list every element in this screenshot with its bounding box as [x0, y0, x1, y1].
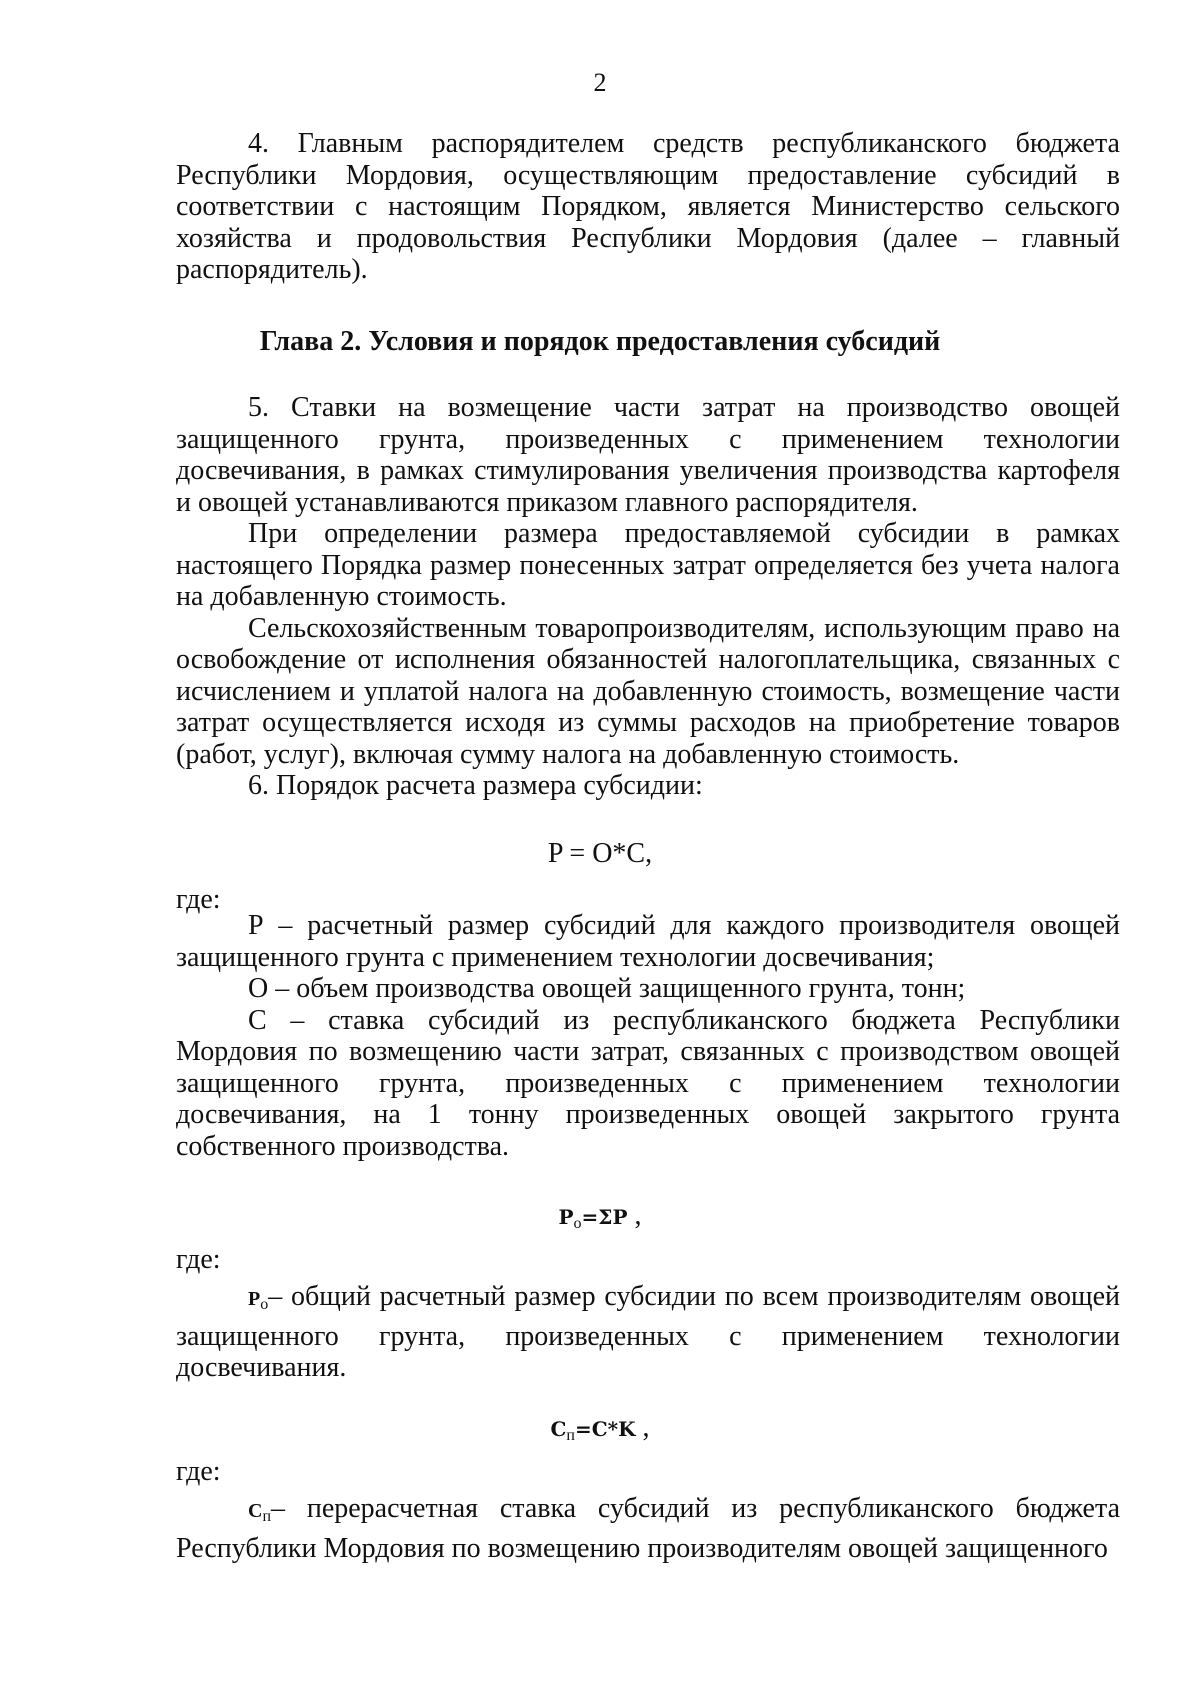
definition-cp-subscript: п	[262, 1508, 272, 1525]
chapter-heading: Глава 2. Условия и порядок предоставления субсидий	[259, 326, 941, 357]
definition-po-text: – общий расчетный размер субсидии по всем производителям овощей защищенного грунта, произведенных с применением технологии досвечивания.	[176, 1281, 1120, 1383]
paragraph-5-exempt: Сельскохозяйственным товаропроизводителям, использующим право на освобождение от исполнения обязанностей налогоплательщика, связанных с исчислением и уплатой налога на добавленную стоимость, возмещение части затрат осуществляется исходя из суммы расходов на приобретение товаров (работ, услуг), включая сумму налога на добавленную стоимость.	[176, 612, 1120, 770]
formula-cp-comma: ,	[642, 1412, 650, 1443]
paragraph-4-text: 4. Главным распорядителем средств республиканского бюджета Республики Мордовия, осуществляющим предоставление субсидий в соответствии с настоящим Порядком, является Министерство сельского хозяйства и продовольствия Республики Мордовия (далее – главный распорядитель).	[176, 128, 1120, 285]
formula-cp-symbol: C	[550, 1417, 567, 1441]
formula-po-sum	[0, 1200, 1200, 1233]
definition-po-subscript: o	[260, 1296, 269, 1313]
definition-po-symbol: P	[248, 1288, 261, 1310]
definition-cp	[176, 1493, 1120, 1564]
definitions-1	[176, 910, 1120, 1162]
formula-po-symbol: P	[558, 1205, 574, 1229]
where-label-3: где:	[176, 1456, 221, 1487]
formula-po-rest: =ΣP	[581, 1205, 628, 1229]
definition-po	[176, 1281, 1120, 1384]
definition-p: Р – расчетный размер субсидий для каждого производителя овощей защищенного грунта с применением технологии досвечивания;	[176, 910, 1120, 973]
where-label-2: где:	[176, 1244, 221, 1275]
definition-o: О – объем производства овощей защищенного грунта, тонн;	[248, 973, 966, 1004]
definitions-3	[176, 1493, 1120, 1564]
definition-c: С – ставка субсидий из республиканского бюджета Республики Мордовия по возмещению части затрат, связанных с производством овощей защищенного грунта, произведенных с применением технологии досвечивания, на 1 тонну произведенных овощей закрытого грунта собственного производства.	[176, 1004, 1120, 1162]
formula-p-oc: P = O*C,	[547, 838, 653, 869]
formula-cp	[0, 1412, 1200, 1445]
page-number: 2	[593, 68, 607, 97]
formula-cp-rest: =C*K	[574, 1417, 636, 1441]
formula-po-comma: ,	[634, 1200, 642, 1231]
formula-po-subscript: o	[573, 1215, 582, 1232]
formula-cp-subscript: п	[566, 1427, 575, 1444]
definition-cp-text: – перерасчетная ставка субсидий из республиканского бюджета Республики Мордовия по возмещению производителям овощей защищенного	[176, 1493, 1120, 1564]
paragraph-5: 5. Ставки на возмещение части затрат на производство овощей защищенного грунта, произведенных с применением технологии досвечивания, в рамках стимулирования увеличения производства картофеля и овощей устанавливаются приказом главного распорядителя.	[176, 392, 1120, 518]
paragraph-4	[176, 128, 1120, 286]
where-label-1: где:	[176, 884, 221, 915]
paragraph-5-vat: При определении размера предоставляемой субсидии в рамках настоящего Порядка размер понесенных затрат определяется без учета налога на добавленную стоимость.	[176, 518, 1120, 612]
paragraph-6: 6. Порядок расчета размера субсидии:	[248, 770, 703, 801]
definition-cp-symbol: C	[248, 1500, 263, 1522]
definitions-2	[176, 1281, 1120, 1384]
paragraph-5-group	[176, 392, 1120, 802]
